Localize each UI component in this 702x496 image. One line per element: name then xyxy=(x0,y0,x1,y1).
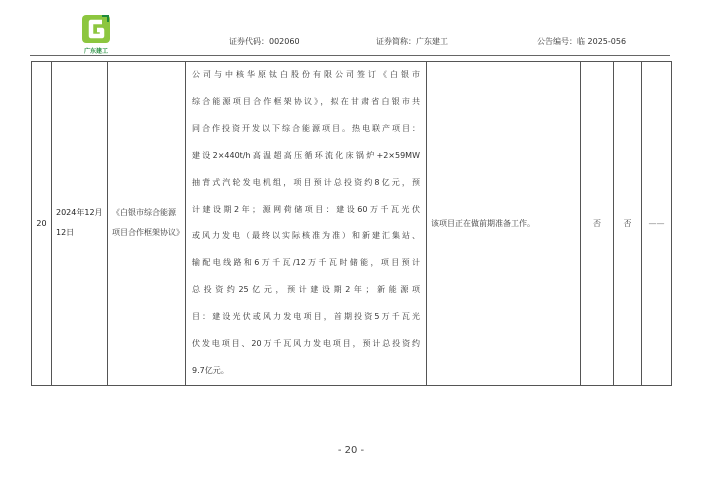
progress-status: 该项目正在做前期准备工作。 xyxy=(427,62,581,386)
flag-cell-2: 否 xyxy=(614,62,642,386)
content-line: 总投资约25亿元，预计建设期2年；新能源项 xyxy=(192,285,420,295)
content-line: 计建设期2年；源网荷储项目：建设60万千瓦光伏 xyxy=(192,204,420,214)
content-line: 9.7亿元。 xyxy=(192,365,229,375)
stock-name: 证券简称：广东建工 xyxy=(376,37,448,46)
signing-date: 2024年12月12日 xyxy=(52,62,108,386)
content-line: 或风力发电（最终以实际核准为准）和新建汇集站、 xyxy=(192,231,420,241)
dash-cell: —— xyxy=(642,62,672,386)
content-line: 建设2×440t/h高温超高压循环流化床锅炉+2×59MW xyxy=(192,150,420,160)
announcement-number: 公告编号：临 2025-056 xyxy=(537,37,627,46)
content-line: 目：建设光伏或风力发电项目，首期投资5万千瓦光 xyxy=(192,312,420,322)
content-line: 抽背式汽轮发电机组，项目预计总投资约8亿元，预 xyxy=(192,177,420,187)
company-logo-icon xyxy=(80,12,112,46)
company-logo xyxy=(80,12,112,54)
logo-text: 广东建工 xyxy=(83,48,108,55)
agreement-name: 《白银市综合能源项目合作框架协议》 xyxy=(108,62,186,386)
content-line: 伏发电项目、20万千瓦风力发电项目，预计总投资约 xyxy=(192,339,420,349)
stock-code: 证券代码：002060 xyxy=(229,37,300,46)
row-index: 20 xyxy=(32,62,52,386)
flag-cell-1: 否 xyxy=(581,62,614,386)
content-line: 综合能源项目合作框架协议》，拟在甘肃省白银市共 xyxy=(192,96,420,106)
table-row xyxy=(32,62,672,386)
content-line: 输配电线路和6万千瓦/12万千瓦时储能，项目预计 xyxy=(192,258,420,268)
disclosure-table xyxy=(31,61,672,386)
content-line: 同合作投资开发以下综合能源项目。热电联产项目： xyxy=(192,123,420,133)
header-rule xyxy=(30,55,670,56)
agreement-content xyxy=(186,62,427,386)
page-number: - 20 - xyxy=(337,445,365,456)
content-line: 公司与中核华原钛白股份有限公司签订《白银市 xyxy=(192,70,420,79)
